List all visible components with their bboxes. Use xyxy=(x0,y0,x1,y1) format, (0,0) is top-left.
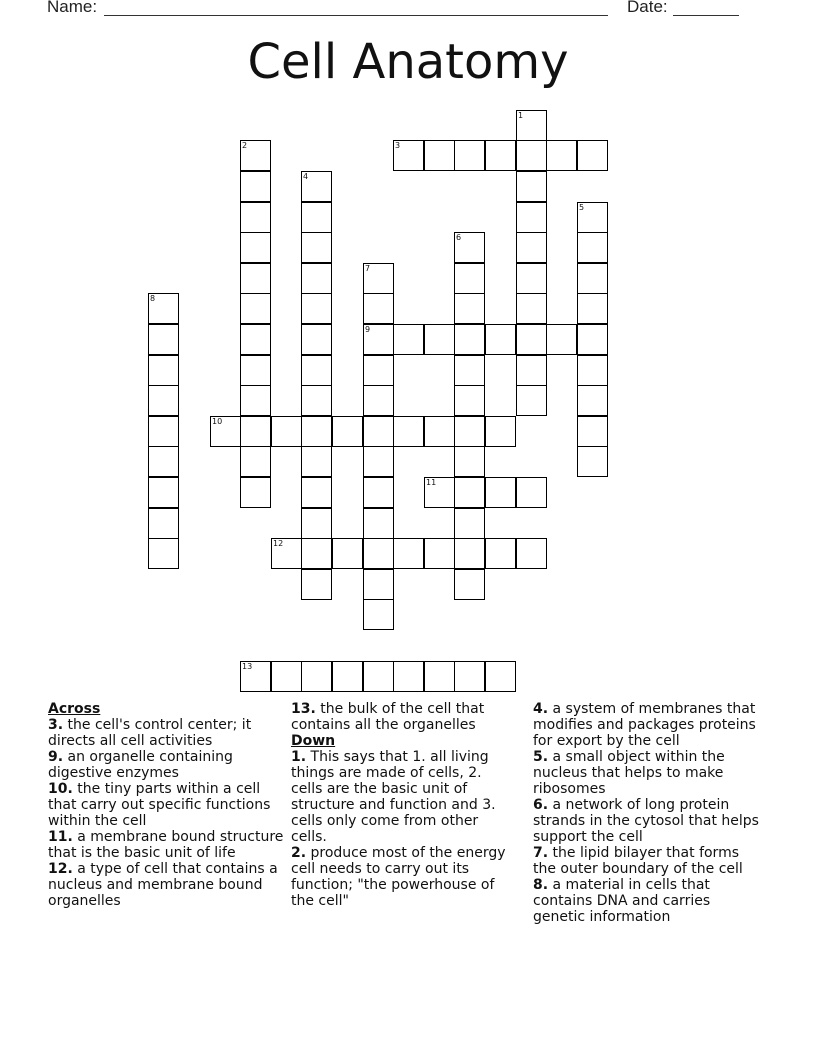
clues-column-2 xyxy=(291,701,517,909)
grid-cell[interactable] xyxy=(424,140,455,171)
grid-cell[interactable] xyxy=(454,477,485,508)
grid-cell[interactable] xyxy=(516,477,547,508)
grid-cell[interactable] xyxy=(148,324,179,355)
grid-cell[interactable] xyxy=(393,538,424,569)
grid-cell[interactable] xyxy=(301,538,332,569)
grid-cell[interactable] xyxy=(148,538,179,569)
grid-cell[interactable] xyxy=(148,355,179,386)
grid-cell[interactable] xyxy=(301,324,332,355)
grid-cell[interactable] xyxy=(577,202,608,233)
grid-cell[interactable] xyxy=(424,416,455,447)
grid-cell[interactable] xyxy=(240,324,271,355)
grid-cell[interactable] xyxy=(363,477,394,508)
grid-cell[interactable] xyxy=(363,324,394,355)
grid-cell[interactable] xyxy=(271,416,302,447)
clue-down-8: 8. a material in cells that contains DNA and carries genetic information xyxy=(533,877,711,925)
grid-cell[interactable] xyxy=(516,110,547,141)
clue-across-12: 12. a type of cell that contains a nucleus and membrane bound organelles xyxy=(48,861,278,909)
grid-cell[interactable] xyxy=(485,538,516,569)
grid-cell[interactable] xyxy=(148,508,179,539)
grid-cell[interactable] xyxy=(516,140,547,171)
grid-cell[interactable] xyxy=(363,385,394,416)
grid-cell[interactable] xyxy=(454,446,485,477)
grid-cell[interactable] xyxy=(454,293,485,324)
clue-number: 13 xyxy=(242,662,253,671)
grid-cell[interactable] xyxy=(301,477,332,508)
clue-down-4: 4. a system of membranes that modifies and packages proteins for export by the cell xyxy=(533,701,756,749)
grid-cell[interactable] xyxy=(240,446,271,477)
grid-cell[interactable] xyxy=(301,355,332,386)
clue-number: 6 xyxy=(456,233,462,242)
grid-cell[interactable] xyxy=(301,569,332,600)
grid-cell[interactable] xyxy=(363,661,394,692)
grid-cell[interactable] xyxy=(301,232,332,263)
grid-cell[interactable] xyxy=(393,416,424,447)
grid-cell[interactable] xyxy=(363,569,394,600)
clue-number: 12 xyxy=(273,539,284,548)
grid-cell[interactable] xyxy=(424,477,455,508)
grid-cell[interactable] xyxy=(363,355,394,386)
grid-cell[interactable] xyxy=(485,140,516,171)
grid-cell[interactable] xyxy=(148,446,179,477)
grid-cell[interactable] xyxy=(332,416,363,447)
grid-cell[interactable] xyxy=(301,293,332,324)
grid-cell[interactable] xyxy=(301,385,332,416)
clue-down-2: 2. produce most of the energy cell needs to carry out its function; "the powerhouse of the cell" xyxy=(291,845,506,909)
clue-across-10: 10. the tiny parts within a cell that carry out specific functions within the cell xyxy=(48,781,271,829)
grid-cell[interactable] xyxy=(516,324,547,355)
grid-cell[interactable] xyxy=(393,661,424,692)
grid-cell[interactable] xyxy=(363,599,394,630)
grid-cell[interactable] xyxy=(454,508,485,539)
grid-cell[interactable] xyxy=(363,508,394,539)
name-label: Name: xyxy=(47,0,98,16)
grid-cell[interactable] xyxy=(240,140,271,171)
grid-cell[interactable] xyxy=(454,355,485,386)
grid-cell[interactable] xyxy=(240,661,271,692)
grid-cell[interactable] xyxy=(577,263,608,294)
grid-cell[interactable] xyxy=(301,661,332,692)
grid-cell[interactable] xyxy=(516,171,547,202)
grid-cell[interactable] xyxy=(454,538,485,569)
grid-cell[interactable] xyxy=(485,477,516,508)
grid-cell[interactable] xyxy=(240,202,271,233)
grid-cell[interactable] xyxy=(332,661,363,692)
grid-cell[interactable] xyxy=(240,171,271,202)
grid-cell[interactable] xyxy=(301,263,332,294)
grid-cell[interactable] xyxy=(546,324,577,355)
clues-column-3 xyxy=(533,701,761,925)
grid-cell[interactable] xyxy=(516,232,547,263)
grid-cell[interactable] xyxy=(577,355,608,386)
grid-cell[interactable] xyxy=(271,661,302,692)
grid-cell[interactable] xyxy=(148,416,179,447)
clue-number: 1 xyxy=(518,111,524,120)
clue-number: 11 xyxy=(426,478,437,487)
grid-cell[interactable] xyxy=(424,661,455,692)
grid-cell[interactable] xyxy=(240,416,271,447)
grid-cell[interactable] xyxy=(516,263,547,294)
grid-cell[interactable] xyxy=(363,538,394,569)
clue-number: 9 xyxy=(365,325,371,334)
across-heading: Across xyxy=(48,701,101,717)
grid-cell[interactable] xyxy=(301,508,332,539)
down-heading: Down xyxy=(291,733,336,749)
clue-across-9: 9. an organelle containing digestive enzymes xyxy=(48,749,233,781)
clue-across-11: 11. a membrane bound structure that is the basic unit of life xyxy=(48,829,284,861)
grid-cell[interactable] xyxy=(240,293,271,324)
clue-down-1: 1. This says that 1. all living things are made of cells, 2. cells are the basic unit of structure and function and 3. cells only come from other cells. xyxy=(291,749,496,845)
date-label: Date: xyxy=(627,0,668,16)
grid-cell[interactable] xyxy=(516,538,547,569)
grid-cell[interactable] xyxy=(485,416,516,447)
grid-cell[interactable] xyxy=(516,385,547,416)
grid-cell[interactable] xyxy=(454,569,485,600)
grid-cell[interactable] xyxy=(516,355,547,386)
clue-number: 4 xyxy=(303,172,309,181)
grid-cell[interactable] xyxy=(240,232,271,263)
clue-number: 8 xyxy=(150,294,156,303)
grid-cell[interactable] xyxy=(424,324,455,355)
grid-cell[interactable] xyxy=(148,385,179,416)
grid-cell[interactable] xyxy=(301,171,332,202)
grid-cell[interactable] xyxy=(546,140,577,171)
grid-cell[interactable] xyxy=(516,202,547,233)
grid-cell[interactable] xyxy=(240,263,271,294)
clue-down-6: 6. a network of long protein strands in the cytosol that helps support the cell xyxy=(533,797,759,845)
clue-across-13: 13. the bulk of the cell that contains all the organelles xyxy=(291,701,485,733)
grid-cell[interactable] xyxy=(516,293,547,324)
grid-cell[interactable] xyxy=(363,293,394,324)
clue-down-7: 7. the lipid bilayer that forms the outer boundary of the cell xyxy=(533,845,743,877)
clue-number: 3 xyxy=(395,141,401,150)
clue-number: 2 xyxy=(242,141,248,150)
grid-cell[interactable] xyxy=(240,477,271,508)
grid-cell[interactable] xyxy=(577,293,608,324)
grid-cell[interactable] xyxy=(301,446,332,477)
grid-cell[interactable] xyxy=(363,263,394,294)
grid-cell[interactable] xyxy=(271,538,302,569)
grid-cell[interactable] xyxy=(240,355,271,386)
grid-cell[interactable] xyxy=(577,446,608,477)
grid-cell[interactable] xyxy=(301,416,332,447)
grid-cell[interactable] xyxy=(577,140,608,171)
clue-across-3: 3. the cell's control center; it directs all cell activities xyxy=(48,717,252,749)
grid-cell[interactable] xyxy=(148,293,179,324)
grid-cell[interactable] xyxy=(332,538,363,569)
grid-cell[interactable] xyxy=(148,477,179,508)
page-title: Cell Anatomy xyxy=(247,34,569,90)
clue-number: 5 xyxy=(579,203,585,212)
clue-number: 10 xyxy=(212,417,223,426)
grid-cell[interactable] xyxy=(210,416,241,447)
grid-cell[interactable] xyxy=(363,416,394,447)
grid-cell[interactable] xyxy=(393,140,424,171)
grid-cell[interactable] xyxy=(577,324,608,355)
grid-cell[interactable] xyxy=(485,661,516,692)
grid-cell[interactable] xyxy=(393,324,424,355)
grid-cell[interactable] xyxy=(577,416,608,447)
grid-cell[interactable] xyxy=(240,385,271,416)
grid-cell[interactable] xyxy=(485,324,516,355)
clue-down-5: 5. a small object within the nucleus that helps to make ribosomes xyxy=(533,749,725,797)
clues-column-1 xyxy=(48,701,286,909)
grid-cell[interactable] xyxy=(301,202,332,233)
grid-cell[interactable] xyxy=(454,324,485,355)
grid-cell[interactable] xyxy=(363,446,394,477)
grid-cell[interactable] xyxy=(577,385,608,416)
grid-cell[interactable] xyxy=(454,140,485,171)
clue-number: 7 xyxy=(365,264,371,273)
grid-cell[interactable] xyxy=(424,538,455,569)
grid-cell[interactable] xyxy=(454,661,485,692)
grid-cell[interactable] xyxy=(454,263,485,294)
grid-cell[interactable] xyxy=(454,385,485,416)
grid-cell[interactable] xyxy=(454,232,485,263)
grid-cell[interactable] xyxy=(577,232,608,263)
grid-cell[interactable] xyxy=(454,416,485,447)
